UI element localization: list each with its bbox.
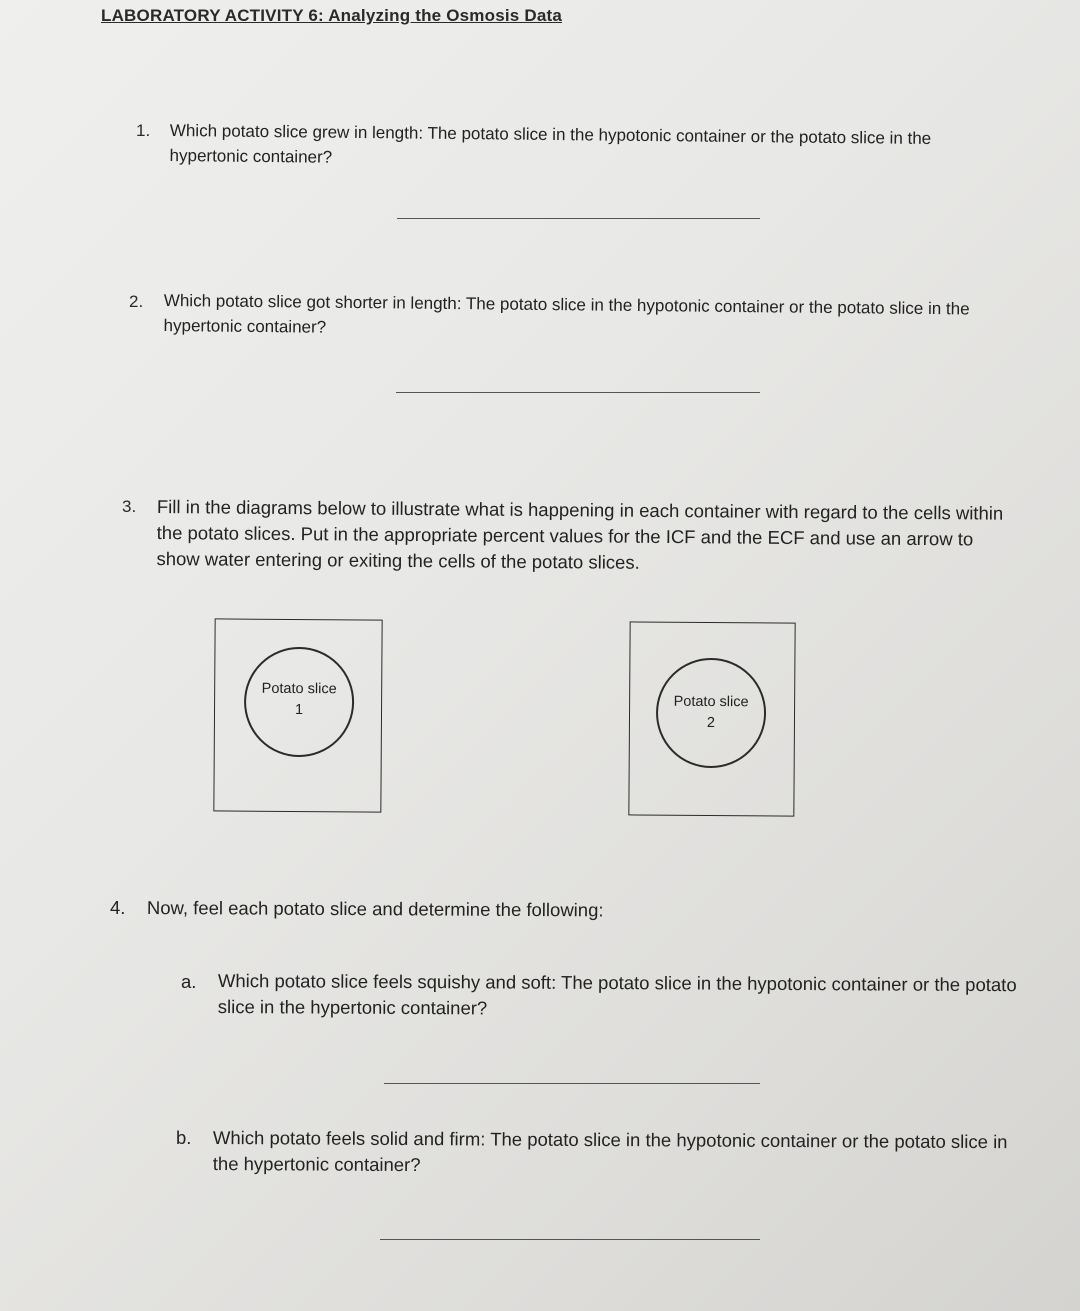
answer-line-1[interactable] [397,218,760,219]
question-4-number: 4. [110,897,126,918]
question-2-text: Which potato slice got shorter in length: The potato slice in the hypotonic container or the potato slice in the hypertonic container? [163,290,970,337]
subquestion-a-letter: a. [181,971,197,992]
subquestion-b-text: Which potato feels solid and firm: The potato slice in the hypotonic container or the potato slice in the hypertonic container? [212,1127,1008,1176]
question-4-text: Now, feel each potato slice and determine the following: [146,897,604,921]
container-diagram-2[interactable] [628,621,795,816]
question-2-number: 2. [129,292,144,311]
potato-slice-1-circle [244,647,355,758]
answer-line-b[interactable] [380,1239,760,1240]
worksheet-title: LABORATORY ACTIVITY 6: Analyzing the Osmosis Data [101,6,563,25]
potato-slice-2-number: 2 [706,714,716,732]
container-diagram-1[interactable] [213,618,382,812]
answer-line-a[interactable] [384,1083,760,1084]
potato-slice-1-number: 1 [294,701,304,719]
question-1-text: Which potato slice grew in length: The potato slice in the hypotonic container or the potato slice in the hypertonic container? [169,120,932,167]
answer-line-2[interactable] [396,392,760,393]
potato-slice-2-label: Potato slice [673,693,749,711]
potato-slice-1-label: Potato slice [261,680,337,698]
question-3-number: 3. [122,497,137,516]
subquestion-a-text: Which potato slice feels squishy and soft: The potato slice in the hypotonic container or the potato slice in the hypertonic container? [217,970,1017,1019]
question-3-text: Fill in the diagrams below to illustrate what is happening in each container with regard to the cells within the potato slices. Put in the appropriate percent values for the ICF and the ECF and use an arrow to show water entering or exiting the cells of the potato slices. [156,495,1004,573]
subquestion-b-letter: b. [176,1127,192,1148]
potato-slice-2-circle [656,658,767,769]
question-1-number: 1. [136,121,151,140]
